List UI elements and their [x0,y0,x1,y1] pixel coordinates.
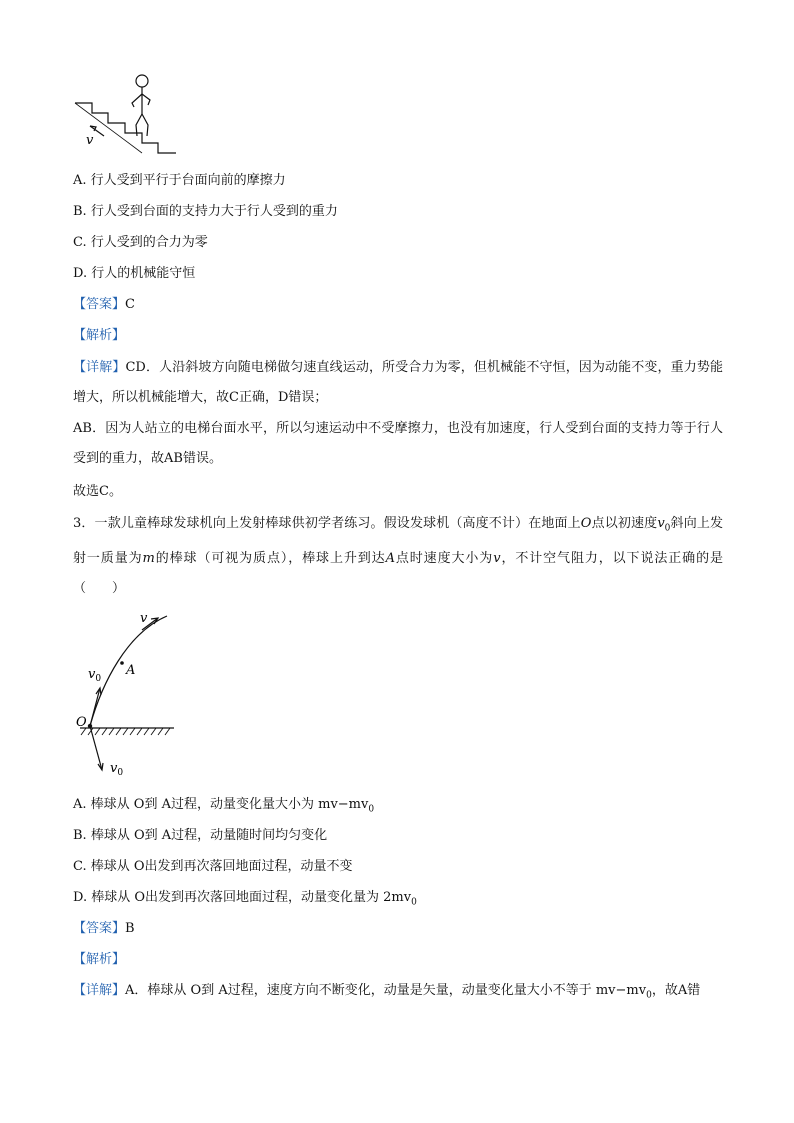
q2-option-a: A. 行人受到平行于台面向前的摩擦力 [73,173,286,188]
velocity-label: v [86,133,94,148]
q2-conclusion: 故选C。 [73,484,122,499]
velocity-label-top: v [140,611,148,626]
q3-answer: 【答案】B [73,921,135,936]
q2-analysis-tag: 【解析】 [73,328,126,343]
q3-stem: 3．一款儿童棒球发球机向上发射棒球供初学者练习。假设发球机（高度不计）在地面上O点以初速度$v_0$斜向上发射一质量为m的棒球（可视为质点），棒球上升到达A点时速度大小为v，不计空气阻力，以下说法正确的是（ ） [73,516,723,596]
q2-option-c: C. 行人受到的合力为零 [73,235,208,250]
q2-detail-1: 【详解】CD．人沿斜坡方向随电梯做匀速直线运动，所受合力为零，但机械能不守恒，因为动能不变，重力势能增大，所以机械能增大，故C正确，D错误； [73,360,723,405]
point-o-label: O [76,715,87,730]
q3-detail-1: 【详解】A．棒球从 O到 A过程，速度方向不断变化，动量是矢量，动量变化量大小不等于 $mv-mv_0$，故A错 [73,983,701,1001]
trajectory-figure [72,608,182,778]
q3-option-b: B. 棒球从 O到 A过程，动量随时间均匀变化 [73,828,328,843]
initial-velocity-label: $v_0$ [88,667,102,684]
q3-option-c: C. 棒球从 O出发到再次落回地面过程，动量不变 [73,859,353,874]
q3-option-a: A. 棒球从 O到 A过程，动量变化量大小为 $mv-mv_0$ [73,797,375,815]
q3-option-d: D. 棒球从 O出发到再次落回地面过程，动量变化量为 $2mv_0$ [73,890,417,908]
point-a-label: A [126,663,136,678]
q2-detail-2: AB．因为人站立的电梯台面水平，所以匀速运动中不受摩擦力，也没有加速度，行人受到台面的支持力等于行人受到的重力，故AB错误。 [73,421,723,466]
escalator-figure [70,70,180,160]
q2-option-d: D. 行人的机械能守恒 [73,266,196,281]
q3-analysis-tag: 【解析】 [73,952,126,967]
q2-option-b: B. 行人受到台面的支持力大于行人受到的重力 [73,204,338,219]
q2-answer: 【答案】C [73,297,135,312]
final-velocity-label: $v_0$ [110,761,124,778]
